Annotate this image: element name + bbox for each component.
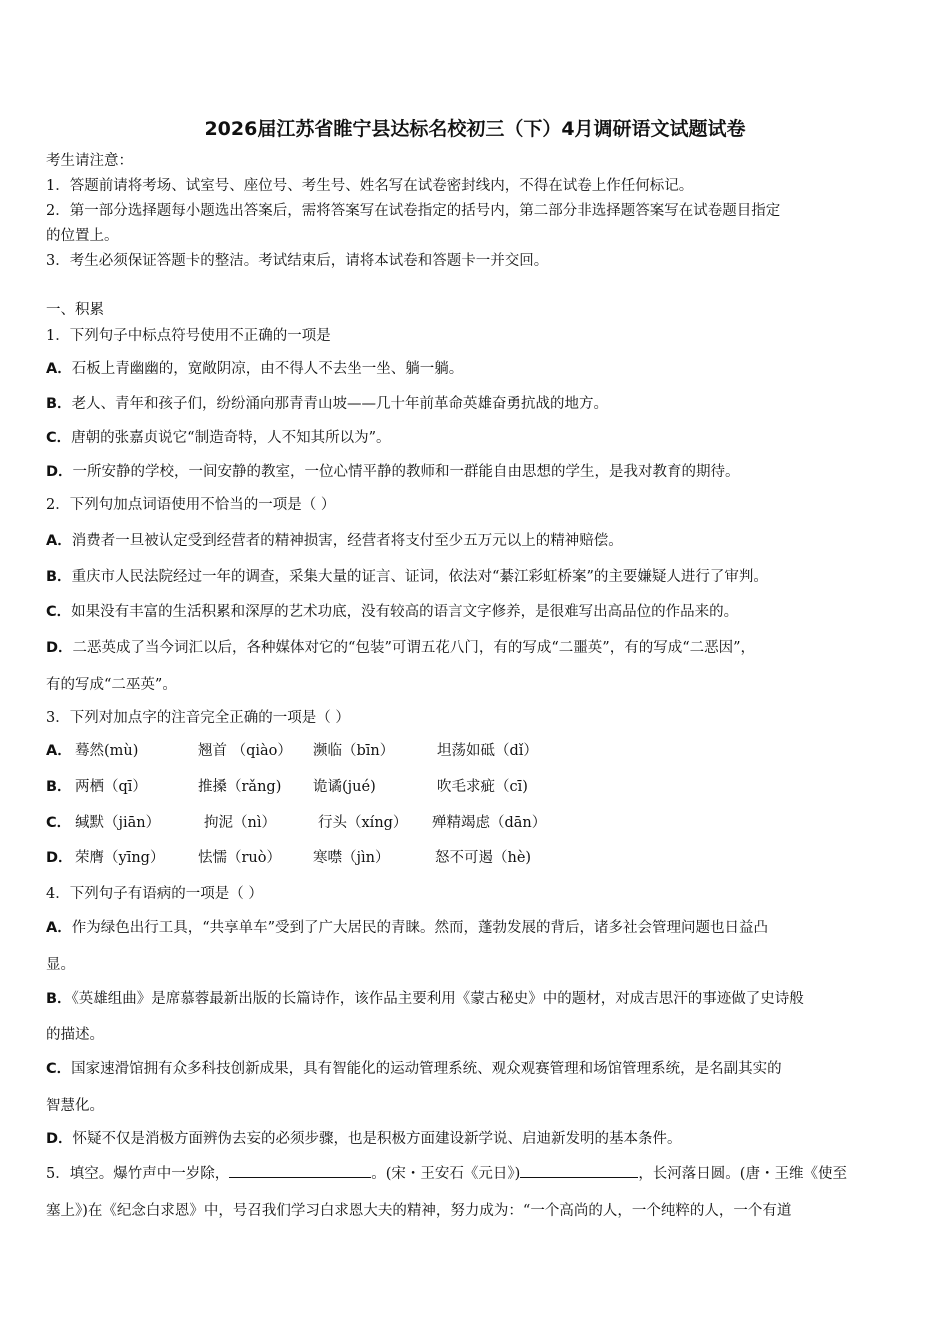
option-label: D．	[46, 1131, 73, 1147]
question-5-text: ，长河落日圆。(唐・王维《使至	[638, 1166, 847, 1182]
pinyin-item: 吹毛求疵（cī)	[437, 779, 528, 795]
pinyin-item: 缄默（jiān）	[75, 815, 161, 831]
option-label: C．	[46, 815, 72, 831]
question-4-option-b	[46, 989, 804, 1009]
question-1-option-c	[46, 428, 390, 448]
question-4-option-b-cont	[46, 1025, 104, 1045]
question-2-option-b	[46, 567, 768, 587]
pinyin-item: 荣膺（yīng）	[75, 850, 165, 866]
option-text: 国家速滑馆拥有众多科技创新成果，具有智能化的运动管理系统、观众观赛管理和场馆管理系统，是名副其实的	[71, 1061, 782, 1077]
option-text: 唐朝的张嘉贞说它“制造奇特，人不知其所以为”。	[71, 430, 391, 446]
question-4-stem: 4．下列句子有语病的一项是（ ）	[46, 886, 263, 902]
pinyin-item: 诡谲(jué)	[313, 779, 376, 795]
notice-item: 1．答题前请将考场、试室号、座位号、考生号、姓名写在试卷密封线内，不得在试卷上作任何标记。	[46, 178, 694, 194]
question-1-stem: 1．下列句子中标点符号使用不正确的一项是	[46, 328, 331, 344]
exam-title: 2026届江苏省睢宁县达标名校初三（下）4月调研语文试题试卷	[204, 118, 746, 140]
pinyin-item: 濒临（bīn）	[313, 743, 395, 759]
option-text: 消费者一旦被认定受到经营者的精神损害，经营者将支付至少五万元以上的精神赔偿。	[71, 533, 623, 549]
option-label: D．	[46, 464, 73, 480]
question-4-option-a	[46, 918, 768, 938]
pinyin-item: 殚精竭虑（dān）	[432, 815, 547, 831]
pinyin-item: 坦荡如砥（dǐ）	[437, 743, 538, 759]
section-heading: 一、积累	[46, 302, 104, 318]
option-text: 如果没有丰富的生活积累和深厚的艺术功底，没有较高的语言文字修养，是很难写出高品位的作品来的。	[71, 604, 739, 620]
option-text: 怀疑不仅是消极方面辨伪去妄的必须步骤，也是积极方面建设新学说、启迪新发明的基本条件。	[72, 1131, 682, 1147]
pinyin-item: 拘泥（nì）	[204, 815, 276, 831]
notice-heading: 考生请注意：	[46, 153, 133, 169]
pinyin-item: 怒不可遏（hè)	[435, 850, 532, 866]
option-text: 作为绿色出行工具，“共享单车”受到了广大居民的青睐。然而，蓬勃发展的背后，诸多社会管理问题也日益凸	[71, 920, 769, 936]
pinyin-item: 推搡（rǎng)	[198, 779, 282, 795]
pinyin-item: 怯懦（ruò）	[198, 850, 281, 866]
fill-blank[interactable]	[520, 1163, 638, 1178]
question-5-line-2: 塞上》)在《纪念白求恩》中，号召我们学习白求恩大夫的精神，努力成为：“一个高尚的人，一个纯粹的人，一个有道	[46, 1203, 792, 1219]
option-label: B．	[46, 396, 72, 412]
question-4-option-a-cont	[46, 955, 75, 975]
pinyin-item: 蓦然(mù)	[75, 743, 139, 759]
pinyin-item: 翘首 （qiào）	[198, 743, 292, 759]
notice-item: 3．考生必须保证答题卡的整洁。考试结束后，请将本试卷和答题卡一并交回。	[46, 253, 549, 269]
option-label: A．	[46, 920, 72, 936]
question-5-text: 。(宋・王安石《元日》)	[371, 1166, 521, 1182]
question-1-option-a	[46, 359, 463, 379]
option-text: 《英雄组曲》是席慕蓉最新出版的长篇诗作，该作品主要利用《蒙古秘史》中的题材，对成吉思汗的事迹做了史诗般	[71, 991, 804, 1007]
option-text: 智慧化。	[46, 1098, 104, 1114]
option-text: 的描述。	[46, 1027, 104, 1043]
question-1-option-b	[46, 394, 608, 414]
notice-item: 的位置上。	[46, 228, 119, 244]
option-label: D．	[46, 640, 73, 656]
option-text: 二恶英成了当今词汇以后，各种媒体对它的“包装”可谓五花八门，有的写成“二噩英”，有的写成“二恶因”，	[72, 640, 756, 656]
pinyin-item: 行头（xíng）	[318, 815, 408, 831]
option-text: 有的写成“二巫英”。	[46, 677, 177, 693]
question-5-text: 5．填空。爆竹声中一岁除，	[46, 1166, 230, 1182]
option-label: C．	[46, 1061, 72, 1077]
option-text: 一所安静的学校，一间安静的教室，一位心情平静的教师和一群能自由思想的学生，是我对教育的期待。	[72, 464, 740, 480]
notice-item: 2．第一部分选择题每小题选出答案后，需将答案写在试卷指定的括号内，第二部分非选择题答案写在试卷题目指定	[46, 203, 781, 219]
option-text: 重庆市人民法院经过一年的调查，采集大量的证言、证词，依法对“綦江彩虹桥案”的主要嫌疑人进行了审判。	[71, 569, 768, 585]
question-2-option-d	[46, 638, 755, 658]
option-label: A．	[46, 533, 72, 549]
option-text: 老人、青年和孩子们，纷纷涌向那青青山坡——几十年前革命英雄奋勇抗战的地方。	[71, 396, 609, 412]
question-2-option-c	[46, 602, 738, 622]
question-4-option-c	[46, 1059, 782, 1079]
option-label: B．	[46, 991, 72, 1007]
option-text: 石板上青幽幽的，宽敞阴凉，由不得人不去坐一坐、躺一躺。	[71, 361, 464, 377]
question-2-option-a	[46, 531, 623, 551]
option-label: D．	[46, 850, 73, 866]
question-2-option-d-cont	[46, 675, 177, 695]
question-5-line-1	[46, 1163, 847, 1184]
question-4-option-d	[46, 1129, 682, 1149]
option-text: 显。	[46, 957, 75, 973]
question-4-option-c-cont	[46, 1096, 104, 1116]
option-label: B．	[46, 569, 72, 585]
pinyin-item: 寒噤（jìn）	[313, 850, 390, 866]
question-2-stem: 2．下列句加点词语使用不恰当的一项是（ ）	[46, 497, 336, 513]
option-label: B．	[46, 779, 72, 795]
option-label: A．	[46, 743, 72, 759]
pinyin-item: 两栖（qī）	[75, 779, 147, 795]
option-label: C．	[46, 604, 72, 620]
question-1-option-d	[46, 462, 740, 482]
option-label: C．	[46, 430, 72, 446]
option-label: A．	[46, 361, 72, 377]
fill-blank[interactable]	[229, 1163, 371, 1178]
question-3-stem: 3．下列对加点字的注音完全正确的一项是（ ）	[46, 710, 350, 726]
